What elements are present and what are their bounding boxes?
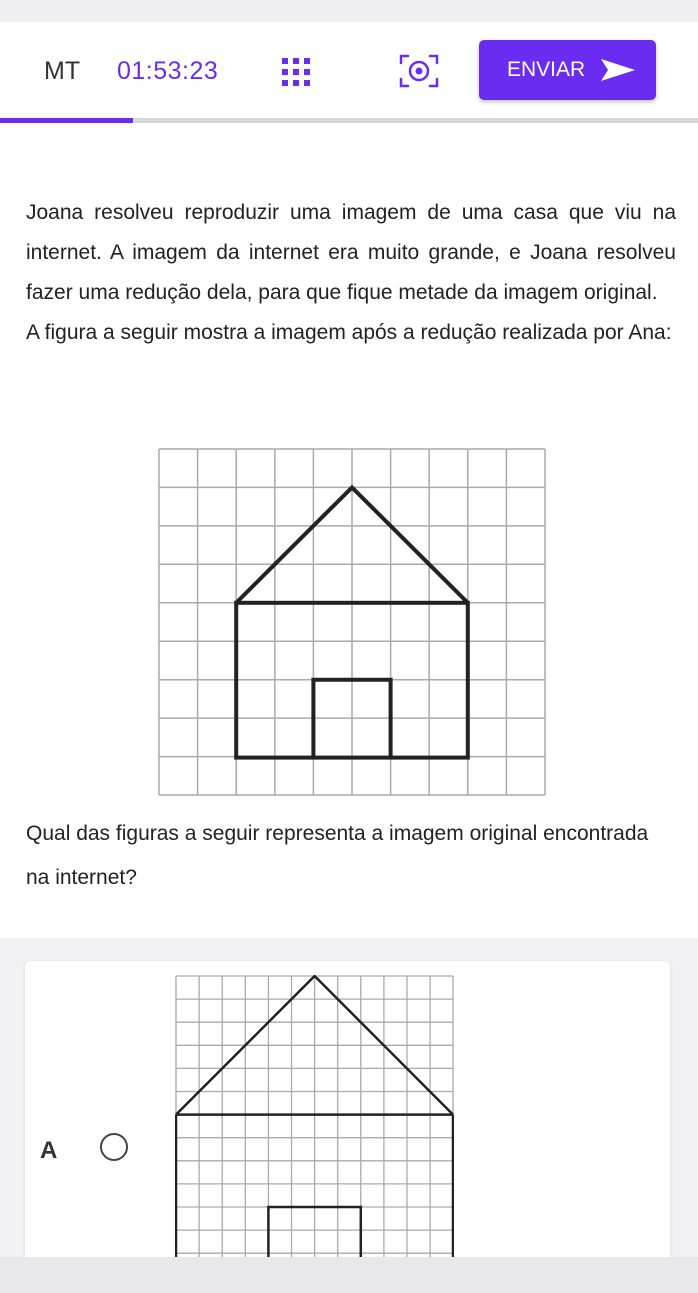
subject-label: MT [44, 57, 81, 85]
send-arrow-icon [599, 57, 637, 83]
option-a-house-figure [175, 975, 454, 1261]
question-text [26, 193, 676, 353]
top-strip [0, 0, 698, 22]
progress-bar [0, 118, 698, 123]
reduced-house-figure [158, 448, 548, 797]
question-paragraph-1: Joana resolveu reproduzir uma imagem de uma casa que viu na internet. A imagem da internet era muito grande, e Joana resolveu fazer uma redução dela, para que fique metade da imagem original. [26, 201, 676, 304]
eye-icon[interactable] [399, 53, 439, 89]
send-button-label: ENVIAR [507, 58, 586, 81]
header-bar [0, 22, 698, 118]
option-a-letter: A [40, 1137, 58, 1164]
question-prompt: Qual das figuras a seguir representa a imagem original encontrada na internet? [26, 822, 649, 889]
timer: 01:53:23 [117, 57, 219, 85]
bottom-bar [0, 1257, 698, 1293]
question-paragraph-2: A figura a seguir mostra a imagem após a redução realizada por Ana: [26, 321, 672, 344]
send-button[interactable] [479, 40, 656, 100]
option-a-card[interactable] [25, 961, 670, 1261]
radio-circle-icon[interactable] [100, 1133, 128, 1161]
grid-icon[interactable] [281, 57, 311, 87]
progress-fill [0, 118, 133, 123]
